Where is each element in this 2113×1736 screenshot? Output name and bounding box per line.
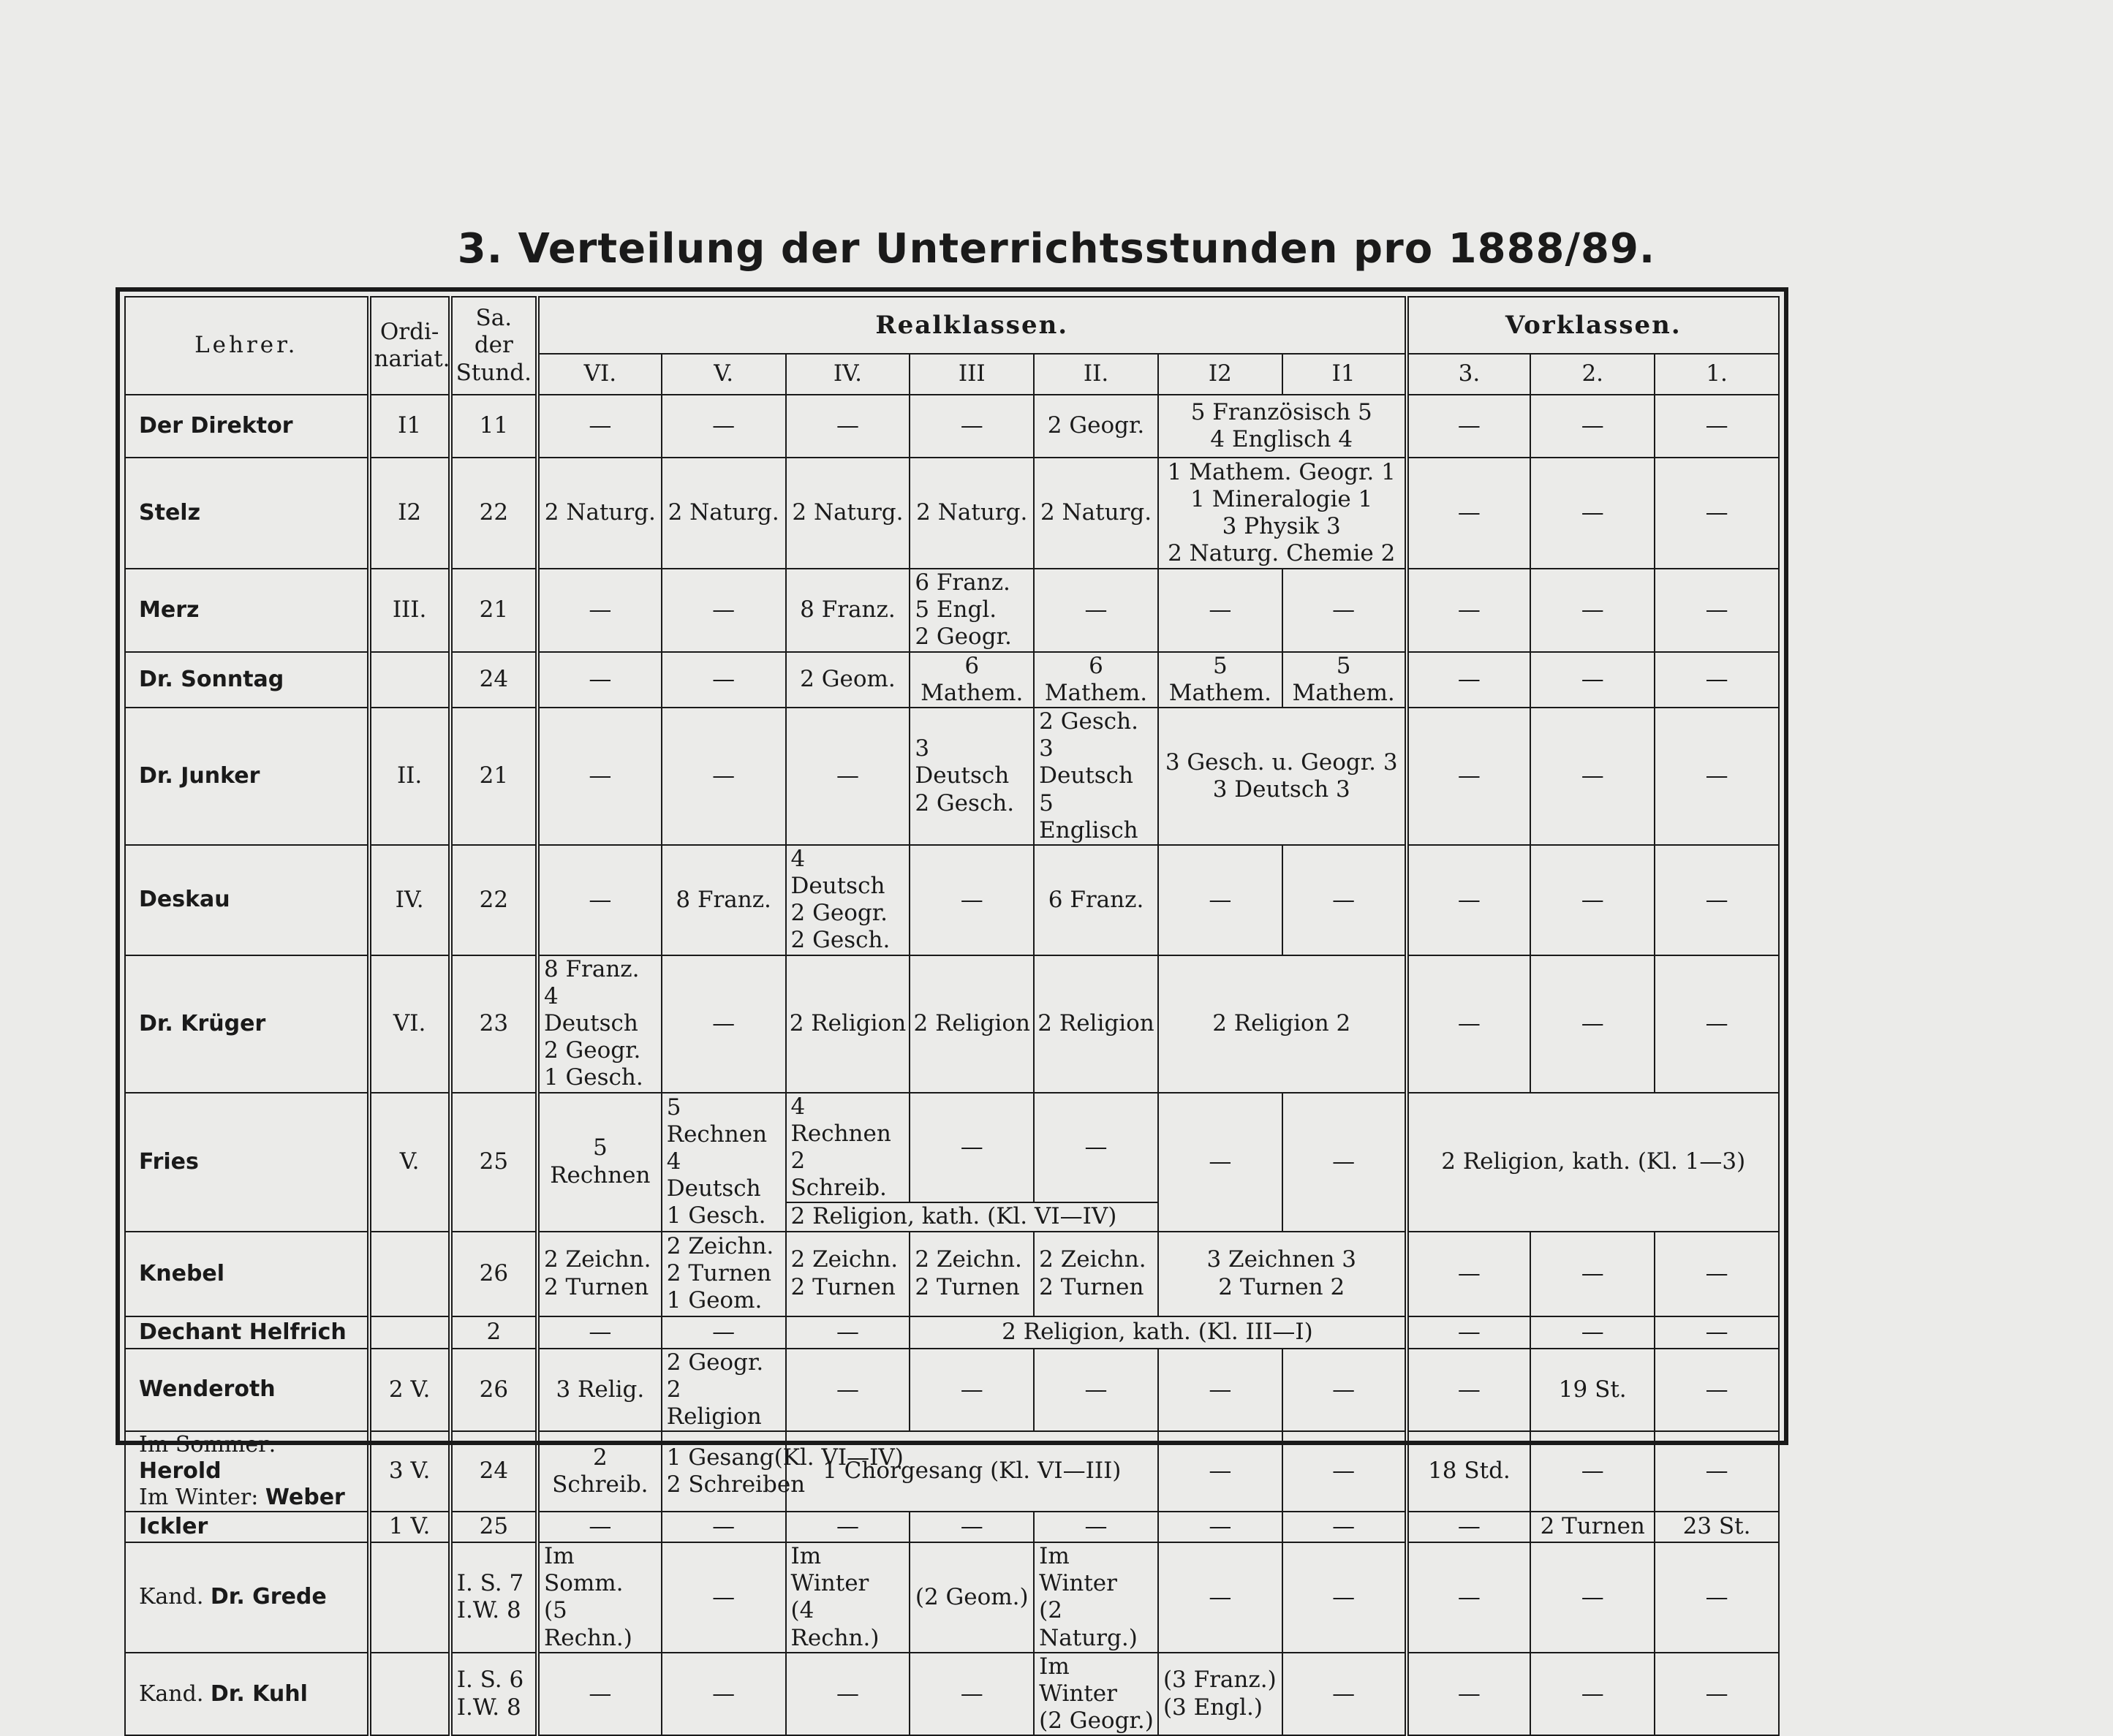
- hours-cell: 24: [450, 1431, 537, 1512]
- dash-cell: —: [1530, 1542, 1655, 1653]
- dash-cell: —: [1282, 1512, 1407, 1542]
- dash-cell: —: [1407, 1316, 1531, 1349]
- dash-cell: —: [662, 652, 786, 708]
- hours-cell: 11: [450, 395, 537, 458]
- dash-cell: —: [1530, 1431, 1655, 1512]
- subject-cell: 2 Gesch. 3 Deutsch 5 Englisch: [1034, 708, 1158, 845]
- subject-cell: 2 Geogr. 2 Religion: [662, 1349, 786, 1432]
- col-vor-1: 1.: [1655, 354, 1779, 395]
- subject-span-cell: 1 Chorgesang (Kl. VI—III): [786, 1431, 1158, 1512]
- dash-cell: —: [1158, 1349, 1282, 1432]
- hours-cell: 24: [450, 652, 537, 708]
- hours-cell: 23: [450, 955, 537, 1093]
- subject-cell: 2 Schreib.: [537, 1431, 662, 1512]
- subject-cell: 2 Naturg.: [786, 458, 910, 569]
- dash-cell: —: [1407, 1349, 1531, 1432]
- dash-cell: —: [1655, 708, 1779, 845]
- dash-cell: —: [537, 1316, 662, 1349]
- dash-cell: —: [1655, 1653, 1779, 1736]
- dash-cell: —: [662, 569, 786, 652]
- dash-cell: —: [1034, 1093, 1158, 1203]
- dash-cell: —: [1282, 1349, 1407, 1432]
- dash-cell: —: [786, 1316, 910, 1349]
- dash-cell: —: [1158, 1431, 1282, 1512]
- dash-cell: —: [1407, 1512, 1531, 1542]
- dash-cell: —: [662, 955, 786, 1093]
- hours-cell: 2: [450, 1316, 537, 1349]
- dash-cell: —: [1655, 955, 1779, 1093]
- dash-cell: —: [910, 1349, 1034, 1432]
- ordinariat-cell: 3 V.: [369, 1431, 450, 1512]
- subject-cell: Im Winter (4 Rechn.): [786, 1542, 910, 1653]
- subject-cell: 3 Deutsch 2 Gesch.: [910, 708, 1034, 845]
- dash-cell: —: [1530, 1316, 1655, 1349]
- dash-cell: —: [1407, 395, 1531, 458]
- subject-cell: (3 Franz.) (3 Engl.): [1158, 1653, 1282, 1736]
- dash-cell: —: [1407, 708, 1531, 845]
- table-row: [125, 395, 1779, 458]
- subject-cell: 6 Mathem.: [910, 652, 1034, 708]
- dash-cell: —: [910, 845, 1034, 955]
- subject-cell: 6 Mathem.: [1034, 652, 1158, 708]
- hours-cell: 22: [450, 458, 537, 569]
- dash-cell: —: [1655, 1349, 1779, 1432]
- dash-cell: —: [662, 1653, 786, 1736]
- dash-cell: —: [662, 1542, 786, 1653]
- dash-cell: —: [1282, 1542, 1407, 1653]
- teacher-name: Knebel: [125, 1232, 369, 1316]
- table-row: [125, 458, 1779, 569]
- hours-cell: 21: [450, 569, 537, 652]
- col-i2: I2: [1158, 354, 1282, 395]
- header-row: [125, 297, 1779, 354]
- teacher-name: Kand. Dr. Kuhl: [125, 1653, 369, 1736]
- ordinariat-cell: [369, 1653, 450, 1736]
- dash-cell: —: [1407, 652, 1531, 708]
- subject-cell: 3 Relig.: [537, 1349, 662, 1432]
- ordinariat-cell: IV.: [369, 845, 450, 955]
- header-lehrer: Lehrer.: [125, 297, 369, 395]
- ordinariat-cell: III.: [369, 569, 450, 652]
- subject-cell: 2 Naturg.: [537, 458, 662, 569]
- subject-cell: 3 Gesch. u. Geogr. 3 3 Deutsch 3: [1158, 708, 1407, 845]
- dash-cell: —: [1407, 1232, 1531, 1316]
- dash-cell: —: [1282, 1093, 1407, 1232]
- col-v: V.: [662, 354, 786, 395]
- table-row: [125, 1512, 1779, 1542]
- hours-cell: 25: [450, 1512, 537, 1542]
- teacher-name: Stelz: [125, 458, 369, 569]
- dash-cell: —: [1158, 1542, 1282, 1653]
- header-realklassen: Realklassen.: [537, 297, 1407, 354]
- dash-cell: —: [1034, 569, 1158, 652]
- dash-cell: —: [910, 1512, 1034, 1542]
- subject-cell: 2 Religion 2: [1158, 955, 1407, 1093]
- dash-cell: —: [1655, 569, 1779, 652]
- table-row: [125, 1431, 1779, 1512]
- dash-cell: —: [1407, 845, 1531, 955]
- header-sa-der-stund: Sa. der Stund.: [450, 297, 537, 395]
- ordinariat-cell: VI.: [369, 955, 450, 1093]
- dash-cell: —: [662, 1316, 786, 1349]
- dash-cell: —: [786, 1349, 910, 1432]
- subject-cell: 6 Franz. 5 Engl. 2 Geogr.: [910, 569, 1034, 652]
- hours-cell: 21: [450, 708, 537, 845]
- dash-cell: —: [1158, 1512, 1282, 1542]
- dash-cell: —: [1158, 845, 1282, 955]
- dash-cell: —: [786, 395, 910, 458]
- dash-cell: —: [1407, 1653, 1531, 1736]
- subject-cell: 2 Turnen: [1530, 1512, 1655, 1542]
- ordinariat-cell: [369, 1542, 450, 1653]
- dash-cell: —: [786, 708, 910, 845]
- dash-cell: —: [1530, 458, 1655, 569]
- dash-cell: —: [1530, 1232, 1655, 1316]
- subject-cell: (2 Geom.): [910, 1542, 1034, 1653]
- hours-cell: 26: [450, 1232, 537, 1316]
- dash-cell: —: [1530, 1653, 1655, 1736]
- subject-span-cell: 2 Religion, kath. (Kl. VI—IV): [786, 1202, 1158, 1231]
- teacher-name: Dechant Helfrich: [125, 1316, 369, 1349]
- table-row: [125, 1093, 1779, 1203]
- dash-cell: —: [1655, 845, 1779, 955]
- subject-cell: 5 Französisch 5 4 Englisch 4: [1158, 395, 1407, 458]
- subject-cell: 2 Zeichn. 2 Turnen 1 Geom.: [662, 1232, 786, 1316]
- dash-cell: —: [1655, 1431, 1779, 1512]
- subject-cell: 2 Geom.: [786, 652, 910, 708]
- table-row: [125, 708, 1779, 845]
- dash-cell: —: [537, 1512, 662, 1542]
- header-vorklassen: Vorklassen.: [1407, 297, 1779, 354]
- dash-cell: —: [1407, 955, 1531, 1093]
- col-iv: IV.: [786, 354, 910, 395]
- dash-cell: —: [1530, 955, 1655, 1093]
- dash-cell: —: [910, 395, 1034, 458]
- subject-cell: 2 Religion: [786, 955, 910, 1093]
- subject-span-cell: 2 Religion, kath. (Kl. III—I): [910, 1316, 1406, 1349]
- dash-cell: —: [786, 1512, 910, 1542]
- teacher-name: Der Direktor: [125, 395, 369, 458]
- subject-cell: 3 Zeichnen 3 2 Turnen 2: [1158, 1232, 1407, 1316]
- subject-cell: 5 Mathem.: [1282, 652, 1407, 708]
- subject-cell: 2 Zeichn. 2 Turnen: [786, 1232, 910, 1316]
- dash-cell: —: [662, 395, 786, 458]
- table-row: [125, 569, 1779, 652]
- table-row: [125, 1349, 1779, 1432]
- subject-cell: 2 Religion: [910, 955, 1034, 1093]
- dash-cell: —: [786, 1653, 910, 1736]
- dash-cell: —: [1034, 1512, 1158, 1542]
- dash-cell: —: [1282, 1653, 1407, 1736]
- dash-cell: —: [1407, 569, 1531, 652]
- ordinariat-cell: [369, 652, 450, 708]
- subject-cell: 2 Naturg.: [662, 458, 786, 569]
- dash-cell: —: [1655, 395, 1779, 458]
- ordinariat-cell: I2: [369, 458, 450, 569]
- hours-cell: 22: [450, 845, 537, 955]
- col-ii: II.: [1034, 354, 1158, 395]
- table-row: [125, 845, 1779, 955]
- subject-cell: 5 Rechnen: [537, 1093, 662, 1232]
- col-i1: I1: [1282, 354, 1407, 395]
- subject-cell: Im Somm. (5 Rechn.): [537, 1542, 662, 1653]
- subject-cell: 6 Franz.: [1034, 845, 1158, 955]
- teacher-name: Fries: [125, 1093, 369, 1232]
- table-row: [125, 652, 1779, 708]
- col-vi: VI.: [537, 354, 662, 395]
- schedule-table-frame: [116, 287, 1788, 1735]
- hours-cell: I. S. 6 I.W. 8: [450, 1653, 537, 1736]
- table-row: [125, 1316, 1779, 1349]
- teacher-name: Im Sommer: Herold Im Winter: Weber: [125, 1431, 369, 1512]
- header-ordinariat: Ordi- nariat.: [369, 297, 450, 395]
- teacher-name: Deskau: [125, 845, 369, 955]
- dash-cell: —: [1530, 708, 1655, 845]
- dash-cell: —: [1655, 1232, 1779, 1316]
- ordinariat-cell: 2 V.: [369, 1349, 450, 1432]
- hours-cell: 25: [450, 1093, 537, 1232]
- col-vor-3: 3.: [1407, 354, 1531, 395]
- subject-cell: 2 Religion, kath. (Kl. 1—3): [1407, 1093, 1779, 1232]
- dash-cell: —: [1530, 652, 1655, 708]
- subject-cell: 1 Gesang(Kl. VI—IV) 2 Schreiben: [662, 1431, 786, 1512]
- dash-cell: —: [662, 708, 786, 845]
- subject-cell: 1 Mathem. Geogr. 1 1 Mineralogie 1 3 Physik 3 2 Naturg. Chemie 2: [1158, 458, 1407, 569]
- dash-cell: —: [537, 845, 662, 955]
- table-row: [125, 1542, 1779, 1653]
- teacher-name: Kand. Dr. Grede: [125, 1542, 369, 1653]
- subject-cell: 2 Geogr.: [1034, 395, 1158, 458]
- col-iii: III: [910, 354, 1034, 395]
- table-row: [125, 955, 1779, 1093]
- dash-cell: —: [1407, 458, 1531, 569]
- ordinariat-cell: [369, 1232, 450, 1316]
- ordinariat-cell: 1 V.: [369, 1512, 450, 1542]
- subject-cell: 8 Franz. 4 Deutsch 2 Geogr. 1 Gesch.: [537, 955, 662, 1093]
- subject-cell: 8 Franz.: [662, 845, 786, 955]
- hours-cell: 26: [450, 1349, 537, 1432]
- teacher-name: Ickler: [125, 1512, 369, 1542]
- hours-cell: I. S. 7 I.W. 8: [450, 1542, 537, 1653]
- subject-cell: 4 Rechnen 2 Schreib.: [786, 1093, 910, 1203]
- subject-cell: 2 Zeichn. 2 Turnen: [537, 1232, 662, 1316]
- dash-cell: —: [1282, 1431, 1407, 1512]
- teacher-name: Merz: [125, 569, 369, 652]
- table-row: [125, 1232, 1779, 1316]
- dash-cell: —: [537, 708, 662, 845]
- subject-cell: Im Winter (2 Geogr.): [1034, 1653, 1158, 1736]
- dash-cell: —: [1158, 1093, 1282, 1232]
- dash-cell: —: [1530, 569, 1655, 652]
- dash-cell: —: [537, 652, 662, 708]
- subject-cell: 2 Zeichn. 2 Turnen: [910, 1232, 1034, 1316]
- dash-cell: —: [1158, 569, 1282, 652]
- subject-cell: 4 Deutsch 2 Geogr. 2 Gesch.: [786, 845, 910, 955]
- dash-cell: —: [1282, 569, 1407, 652]
- teacher-name: Dr. Krüger: [125, 955, 369, 1093]
- dash-cell: —: [537, 569, 662, 652]
- subject-cell: 5 Mathem.: [1158, 652, 1282, 708]
- dash-cell: —: [910, 1653, 1034, 1736]
- ordinariat-cell: V.: [369, 1093, 450, 1232]
- subject-cell: 2 Naturg.: [1034, 458, 1158, 569]
- dash-cell: —: [537, 1653, 662, 1736]
- teacher-name: Wenderoth: [125, 1349, 369, 1432]
- subject-cell: 2 Religion: [1034, 955, 1158, 1093]
- ordinariat-cell: I1: [369, 395, 450, 458]
- dash-cell: —: [1034, 1349, 1158, 1432]
- dash-cell: —: [1530, 845, 1655, 955]
- dash-cell: —: [1530, 395, 1655, 458]
- teacher-name: Dr. Sonntag: [125, 652, 369, 708]
- page-title: 3. Verteilung der Unterrichtsstunden pro 1888/89.: [457, 225, 1656, 273]
- subject-cell: 5 Rechnen 4 Deutsch 1 Gesch.: [662, 1093, 786, 1232]
- subject-cell: 2 Zeichn. 2 Turnen: [1034, 1232, 1158, 1316]
- subject-cell: 23 St.: [1655, 1512, 1779, 1542]
- subject-cell: 2 Naturg.: [910, 458, 1034, 569]
- dash-cell: —: [1655, 652, 1779, 708]
- dash-cell: —: [662, 1512, 786, 1542]
- dash-cell: —: [1282, 845, 1407, 955]
- schedule-table: [124, 296, 1780, 1736]
- dash-cell: —: [1407, 1542, 1531, 1653]
- dash-cell: —: [1655, 458, 1779, 569]
- dash-cell: —: [910, 1093, 1034, 1203]
- ordinariat-cell: II.: [369, 708, 450, 845]
- subject-cell: 8 Franz.: [786, 569, 910, 652]
- col-vor-2: 2.: [1530, 354, 1655, 395]
- teacher-name: Dr. Junker: [125, 708, 369, 845]
- dash-cell: —: [1655, 1316, 1779, 1349]
- subject-cell: Im Winter (2 Naturg.): [1034, 1542, 1158, 1653]
- subject-cell: 18 Std.: [1407, 1431, 1531, 1512]
- subject-cell: 19 St.: [1530, 1349, 1655, 1432]
- dash-cell: —: [537, 395, 662, 458]
- ordinariat-cell: [369, 1316, 450, 1349]
- table-row: [125, 1653, 1779, 1736]
- dash-cell: —: [1655, 1542, 1779, 1653]
